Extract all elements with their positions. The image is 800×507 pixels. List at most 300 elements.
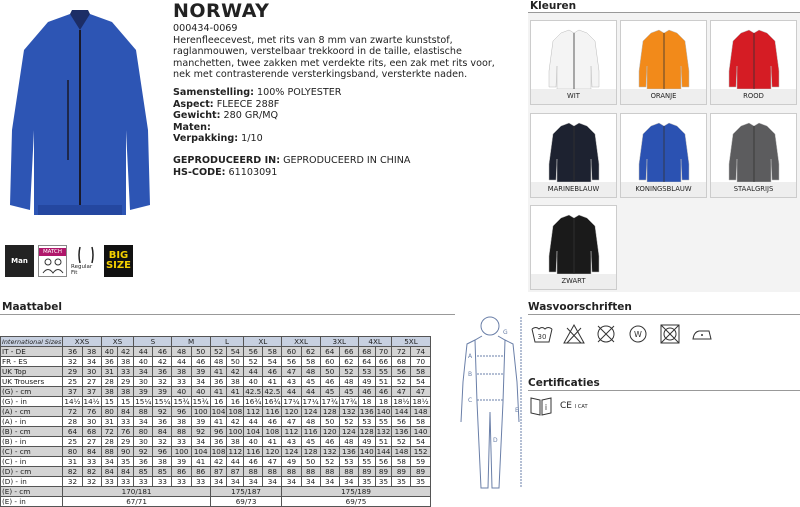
- product-photo: [8, 10, 153, 220]
- size-cell: 14½: [83, 397, 100, 406]
- color-swatch[interactable]: [530, 205, 617, 290]
- size-cell: 89: [358, 467, 375, 477]
- size-cell: 46: [153, 347, 172, 357]
- size-row: [1, 487, 431, 497]
- size-cell: 31: [101, 367, 117, 377]
- size-cell: 38: [153, 457, 172, 467]
- size-cell: 80: [101, 407, 117, 417]
- size-cell: 100: [228, 427, 243, 436]
- size-table-heading: Maattabel: [2, 301, 62, 313]
- size-cell: 43: [282, 377, 301, 387]
- size-cell: 66: [339, 347, 358, 357]
- no-dry-clean-icon: [594, 322, 618, 346]
- size-cell: 28: [101, 437, 117, 447]
- size-cell: 92: [191, 427, 210, 437]
- size-cell: 86: [172, 467, 191, 477]
- size-cell: 87: [210, 467, 227, 477]
- svg-text:W: W: [634, 330, 642, 339]
- size-cell: 34: [101, 457, 117, 467]
- size-cell: 56: [392, 367, 411, 377]
- size-cell: 46: [320, 437, 339, 447]
- size-cell: 32: [63, 477, 82, 487]
- size-cell: 52: [392, 377, 411, 387]
- size-cell: 90: [117, 447, 133, 457]
- size-cell: 55: [358, 457, 375, 467]
- size-cell: 36: [153, 417, 172, 427]
- size-row-label: (E) - in: [1, 497, 63, 507]
- size-cell: 35: [117, 457, 133, 467]
- size-cell: 46: [263, 367, 282, 377]
- size-cell: 50: [227, 357, 244, 367]
- size-cell: 44: [282, 387, 301, 397]
- size-cell: 37: [82, 387, 101, 397]
- size-row-label: (E) - cm: [1, 487, 63, 497]
- size-cell: 38: [227, 437, 244, 447]
- size-cell: 41: [263, 437, 282, 447]
- size-cell: 41: [227, 387, 244, 397]
- big-size-badge: BIG SIZE: [104, 245, 133, 277]
- size-cell: 68: [82, 427, 101, 437]
- size-cell: 36: [134, 457, 153, 467]
- color-swatch-photo: [531, 114, 616, 184]
- size-cell: 64: [320, 347, 339, 357]
- size-cell: 32: [153, 437, 172, 447]
- size-row: [1, 347, 431, 357]
- size-cell: 39: [153, 387, 172, 397]
- size-cell: 36: [63, 347, 82, 357]
- size-row: [1, 437, 431, 447]
- size-cell: 52: [244, 357, 263, 367]
- size-cell: 47: [282, 417, 301, 427]
- size-cell: 50: [320, 417, 339, 427]
- size-span-cell: 69/73: [210, 497, 282, 507]
- size-cell: 62: [301, 347, 320, 357]
- size-row-label: (B) - cm: [1, 427, 63, 437]
- marker-d: D: [493, 437, 498, 444]
- size-cell: 36: [210, 437, 227, 447]
- size-cell: 50: [191, 347, 210, 357]
- size-cell: 43: [282, 437, 301, 447]
- size-cell: 88: [339, 467, 358, 477]
- size-table-divider: [0, 314, 455, 315]
- size-cell: 16¾: [264, 397, 281, 406]
- size-cell: 50: [320, 367, 339, 377]
- size-row: [1, 407, 431, 417]
- size-cell: 59: [411, 457, 430, 467]
- size-cell: 38: [227, 377, 244, 387]
- size-cell: 40: [244, 437, 263, 447]
- size-cell: 45: [301, 377, 320, 387]
- svg-text:i: i: [544, 403, 548, 412]
- color-swatch[interactable]: [530, 113, 617, 198]
- care-icons: [530, 322, 714, 346]
- size-cell: 36: [210, 377, 227, 387]
- size-cell: 72: [392, 347, 411, 357]
- size-cell: 88: [282, 467, 301, 477]
- size-cell: 28: [63, 417, 82, 427]
- size-cell: 38: [101, 387, 117, 397]
- size-cell: 58: [263, 347, 282, 357]
- size-cell: 58: [301, 357, 320, 367]
- size-cell: 104: [244, 427, 263, 437]
- size-cell: 56: [392, 417, 411, 427]
- size-cell: 58: [411, 417, 430, 427]
- size-row: [1, 417, 431, 427]
- size-cell: 41: [210, 367, 227, 377]
- size-cell: 87: [227, 467, 244, 477]
- certificates-heading: Certificaties: [528, 377, 600, 389]
- size-cell: 48: [301, 417, 320, 427]
- size-span-cell: 67/71: [63, 497, 210, 507]
- size-cell: 120: [320, 427, 339, 437]
- size-cell: 54: [411, 377, 430, 387]
- size-cell: 55: [375, 367, 392, 377]
- size-cell: 72: [63, 407, 82, 417]
- size-row-label: FR - ES: [1, 357, 63, 367]
- size-cell: 34: [339, 477, 358, 487]
- size-cell: 152: [411, 447, 430, 457]
- size-cell: 33: [134, 477, 153, 487]
- marker-c: C: [468, 397, 473, 404]
- size-column-header: M: [172, 337, 210, 347]
- size-cell: 34: [134, 417, 153, 427]
- size-cell: 44: [244, 367, 263, 377]
- size-cell: 46: [375, 387, 392, 397]
- size-cell: 47: [392, 387, 411, 397]
- size-cell: 46: [244, 457, 263, 467]
- svg-text:30: 30: [537, 333, 547, 341]
- size-cell: 84: [117, 407, 133, 417]
- size-cell: 46: [263, 417, 282, 427]
- product-code: 000434-0069: [173, 23, 238, 34]
- marker-b: B: [468, 371, 473, 378]
- size-cell: 35: [358, 477, 375, 487]
- man-badge: Man: [5, 245, 34, 277]
- size-cell: 140: [376, 407, 391, 416]
- size-row: [1, 497, 431, 507]
- size-cell: 104: [211, 407, 226, 416]
- jacket-icon: [621, 114, 708, 184]
- size-row-label: (G) - in: [1, 397, 63, 407]
- spec-sizes: Maten:: [173, 121, 211, 133]
- size-cell: 84: [82, 447, 101, 457]
- size-cell: 64: [63, 427, 82, 437]
- size-cell: 48: [339, 377, 358, 387]
- size-cell: 124: [301, 407, 320, 417]
- size-cell: 42.5: [264, 387, 281, 396]
- colors-heading: Kleuren: [530, 0, 577, 12]
- size-cell: 148: [392, 447, 411, 457]
- size-span-cell: 69/75: [282, 497, 430, 507]
- size-row-label: (C) - cm: [1, 447, 63, 457]
- size-cell: 54: [263, 357, 282, 367]
- size-cell: 39: [191, 367, 210, 377]
- size-cell: 48: [301, 367, 320, 377]
- professional-wet-clean-icon: [626, 322, 650, 346]
- jacket-icon: [531, 114, 618, 184]
- size-cell: 120: [263, 447, 282, 457]
- size-cell: 29: [117, 377, 133, 387]
- color-swatch[interactable]: [620, 20, 707, 105]
- size-cell: 100: [191, 407, 210, 417]
- size-cell: 70: [375, 347, 392, 357]
- color-swatch-photo: [531, 206, 616, 276]
- size-cell: 88: [172, 427, 191, 437]
- size-cell: 132: [320, 447, 339, 457]
- size-cell: 44: [134, 347, 153, 357]
- size-cell: 41: [210, 417, 227, 427]
- hs-code: HS-CODE: 61103091: [173, 166, 278, 178]
- size-cell: 44: [172, 357, 191, 367]
- size-cell: 40: [101, 347, 117, 357]
- size-table: [0, 336, 431, 507]
- size-cell: 47: [282, 367, 301, 377]
- match-badge: MATCH: [38, 245, 67, 277]
- size-cell: 88: [101, 447, 117, 457]
- size-row-label: (D) - in: [1, 477, 63, 487]
- size-cell: 82: [82, 467, 101, 477]
- size-cell: 33: [191, 477, 210, 487]
- size-cell: 33: [117, 477, 133, 487]
- color-swatch-photo: [711, 114, 796, 184]
- size-cell: 35: [411, 477, 430, 487]
- size-cell: 48: [172, 347, 191, 357]
- jacket-icon: [711, 114, 798, 184]
- size-cell: 56: [244, 347, 263, 357]
- size-cell: 34: [82, 357, 101, 367]
- size-cell: 112: [282, 427, 301, 437]
- size-cell: 35: [375, 477, 392, 487]
- color-swatch-label: ORANJE: [621, 89, 706, 104]
- size-span-cell: 170/181: [63, 487, 210, 497]
- size-row: [1, 477, 431, 487]
- size-cell: 136: [392, 427, 411, 437]
- size-row-label: (G) - cm: [1, 387, 63, 397]
- product-info: [173, 0, 513, 178]
- size-column-header: XS: [101, 337, 134, 347]
- size-cell: 53: [358, 417, 375, 427]
- match-people-icon: [41, 256, 65, 274]
- color-swatch-photo: [621, 114, 706, 184]
- size-cell: 42.5: [245, 387, 262, 396]
- size-cell: 70: [411, 357, 430, 367]
- size-cell: 132: [339, 407, 358, 417]
- size-cell: 80: [134, 427, 153, 437]
- size-cell: 52: [339, 367, 358, 377]
- jacket-icon: [531, 21, 618, 91]
- size-cell: 128: [301, 447, 320, 457]
- size-cell: 124: [339, 427, 358, 437]
- size-column-header: 4XL: [358, 337, 391, 347]
- size-cell: 66: [375, 357, 392, 367]
- size-cell: 33: [153, 477, 172, 487]
- size-cell: 45: [339, 387, 358, 397]
- size-cell: 36: [153, 367, 172, 377]
- size-cell: 33: [172, 477, 191, 487]
- size-cell: 60: [282, 347, 301, 357]
- size-cell: 39: [191, 417, 210, 427]
- certificates-divider: [528, 390, 800, 391]
- size-cell: 15¾: [173, 397, 190, 406]
- size-cell: 116: [244, 447, 263, 457]
- size-cell: 39: [172, 457, 191, 467]
- size-cell: 34: [320, 477, 339, 487]
- size-cell: 30: [134, 377, 153, 387]
- marker-e: E: [515, 407, 519, 414]
- size-cell: 96: [172, 407, 191, 417]
- jacket-icon: [621, 21, 708, 91]
- size-cell: 132: [376, 427, 391, 436]
- size-cell: 84: [101, 467, 117, 477]
- size-cell: 108: [211, 447, 226, 456]
- size-cell: 37: [63, 387, 82, 397]
- size-cell: 116: [263, 407, 282, 417]
- size-cell: 52: [392, 437, 411, 447]
- size-cell: 42: [227, 417, 244, 427]
- size-cell: 17¼: [302, 397, 319, 406]
- size-cell: 128: [359, 427, 374, 436]
- size-cell: 53: [339, 457, 358, 467]
- size-cell: 68: [358, 347, 375, 357]
- size-row-label: (D) - cm: [1, 467, 63, 477]
- size-cell: 44: [227, 457, 244, 467]
- size-cell: 51: [375, 377, 392, 387]
- size-cell: 96: [210, 427, 227, 437]
- color-swatch-photo: [531, 21, 616, 91]
- certificates: [530, 396, 588, 416]
- size-cell: 74: [411, 347, 430, 357]
- spec-packaging: Verpakking: 1/10: [173, 133, 263, 145]
- size-cell: 52: [339, 417, 358, 427]
- size-column-header: L: [210, 337, 243, 347]
- size-cell: 84: [153, 427, 172, 437]
- size-table-corner: International Sizes: [2, 337, 62, 346]
- size-cell: 42: [153, 357, 172, 367]
- size-cell: 88: [301, 467, 320, 477]
- size-row-label: UK Trousers: [1, 377, 63, 387]
- size-cell: 56: [375, 457, 392, 467]
- spec-weight: Gewicht: 280 GR/MQ: [173, 110, 279, 122]
- size-row: [1, 467, 431, 477]
- size-cell: 50: [301, 457, 320, 467]
- size-column-header: 5XL: [392, 337, 430, 347]
- size-cell: 96: [153, 447, 172, 457]
- size-cell: 33: [117, 417, 133, 427]
- size-span-cell: 175/189: [282, 487, 430, 497]
- size-cell: 80: [63, 447, 82, 457]
- color-swatch-label: ZWART: [531, 274, 616, 289]
- size-cell: 44: [301, 387, 320, 397]
- size-cell: 89: [392, 467, 411, 477]
- size-cell: 104: [191, 447, 210, 457]
- size-cell: 48: [210, 357, 227, 367]
- size-cell: 128: [320, 407, 339, 417]
- size-row-label: (B) - in: [1, 437, 63, 447]
- size-cell: 15: [117, 397, 133, 407]
- size-cell: 14½: [64, 397, 81, 406]
- origin-country: GEPRODUCEERD IN: GEPRODUCEERD IN CHINA: [173, 154, 411, 166]
- size-cell: 92: [153, 407, 172, 417]
- size-cell: 85: [153, 467, 172, 477]
- size-cell: 144: [376, 447, 391, 456]
- color-swatch-label: WIT: [531, 89, 616, 104]
- size-cell: 92: [134, 447, 153, 457]
- size-cell: 58: [411, 367, 430, 377]
- size-cell: 88: [244, 467, 263, 477]
- size-cell: 30: [82, 417, 101, 427]
- size-cell: 108: [228, 407, 243, 416]
- size-cell: 89: [375, 467, 392, 477]
- size-cell: 148: [411, 407, 430, 417]
- product-title: NORWAY: [173, 0, 270, 22]
- size-cell: 53: [358, 367, 375, 377]
- size-cell: 25: [63, 377, 82, 387]
- size-cell: 89: [411, 467, 430, 477]
- size-cell: 144: [392, 407, 411, 417]
- color-swatch[interactable]: [620, 113, 707, 198]
- color-swatch[interactable]: [530, 20, 617, 105]
- regular-fit-badge: Regular Fit: [71, 245, 100, 277]
- color-swatch[interactable]: [710, 20, 797, 105]
- size-cell: 64: [358, 357, 375, 367]
- size-cell: 32: [63, 357, 82, 367]
- size-row-label: (A) - in: [1, 417, 63, 427]
- size-cell: 28: [101, 377, 117, 387]
- size-cell: 16: [210, 397, 227, 407]
- size-cell: 33: [117, 367, 133, 377]
- size-cell: 41: [191, 457, 210, 467]
- size-cell: 30: [134, 437, 153, 447]
- size-cell: 34: [191, 377, 210, 387]
- size-cell: 34: [134, 367, 153, 377]
- size-cell: 88: [320, 467, 339, 477]
- size-cell: 82: [63, 467, 82, 477]
- color-swatch-label: KONINGSBLAUW: [621, 182, 706, 197]
- size-cell: 49: [282, 457, 301, 467]
- size-cell: 41: [210, 387, 227, 397]
- size-cell: 40: [244, 377, 263, 387]
- size-row: [1, 357, 431, 367]
- jacket-icon: [711, 21, 798, 91]
- size-row: [1, 367, 431, 377]
- size-cell: 52: [210, 347, 227, 357]
- size-cell: 34: [282, 477, 301, 487]
- size-cell: 40: [172, 387, 191, 397]
- color-swatch[interactable]: [710, 113, 797, 198]
- size-cell: 38: [117, 357, 133, 367]
- size-cell: 34: [227, 477, 244, 487]
- size-cell: 49: [358, 437, 375, 447]
- size-cell: 42: [227, 367, 244, 377]
- size-cell: 27: [82, 377, 101, 387]
- size-cell: 34: [263, 477, 282, 487]
- instructions-book-icon: [530, 396, 552, 416]
- size-cell: 116: [301, 427, 320, 437]
- size-cell: 112: [228, 447, 243, 456]
- size-row: [1, 427, 431, 437]
- wash-30-icon: [530, 322, 554, 346]
- size-cell: 34: [244, 477, 263, 487]
- size-cell: 32: [82, 477, 101, 487]
- size-cell: 18: [358, 397, 375, 407]
- size-cell: 33: [172, 377, 191, 387]
- size-cell: 27: [82, 437, 101, 447]
- size-cell: 45: [301, 437, 320, 447]
- size-row-label: IT - DE: [1, 347, 63, 357]
- size-cell: 38: [117, 387, 133, 397]
- no-bleach-icon: [562, 322, 586, 346]
- size-cell: 15: [101, 397, 117, 407]
